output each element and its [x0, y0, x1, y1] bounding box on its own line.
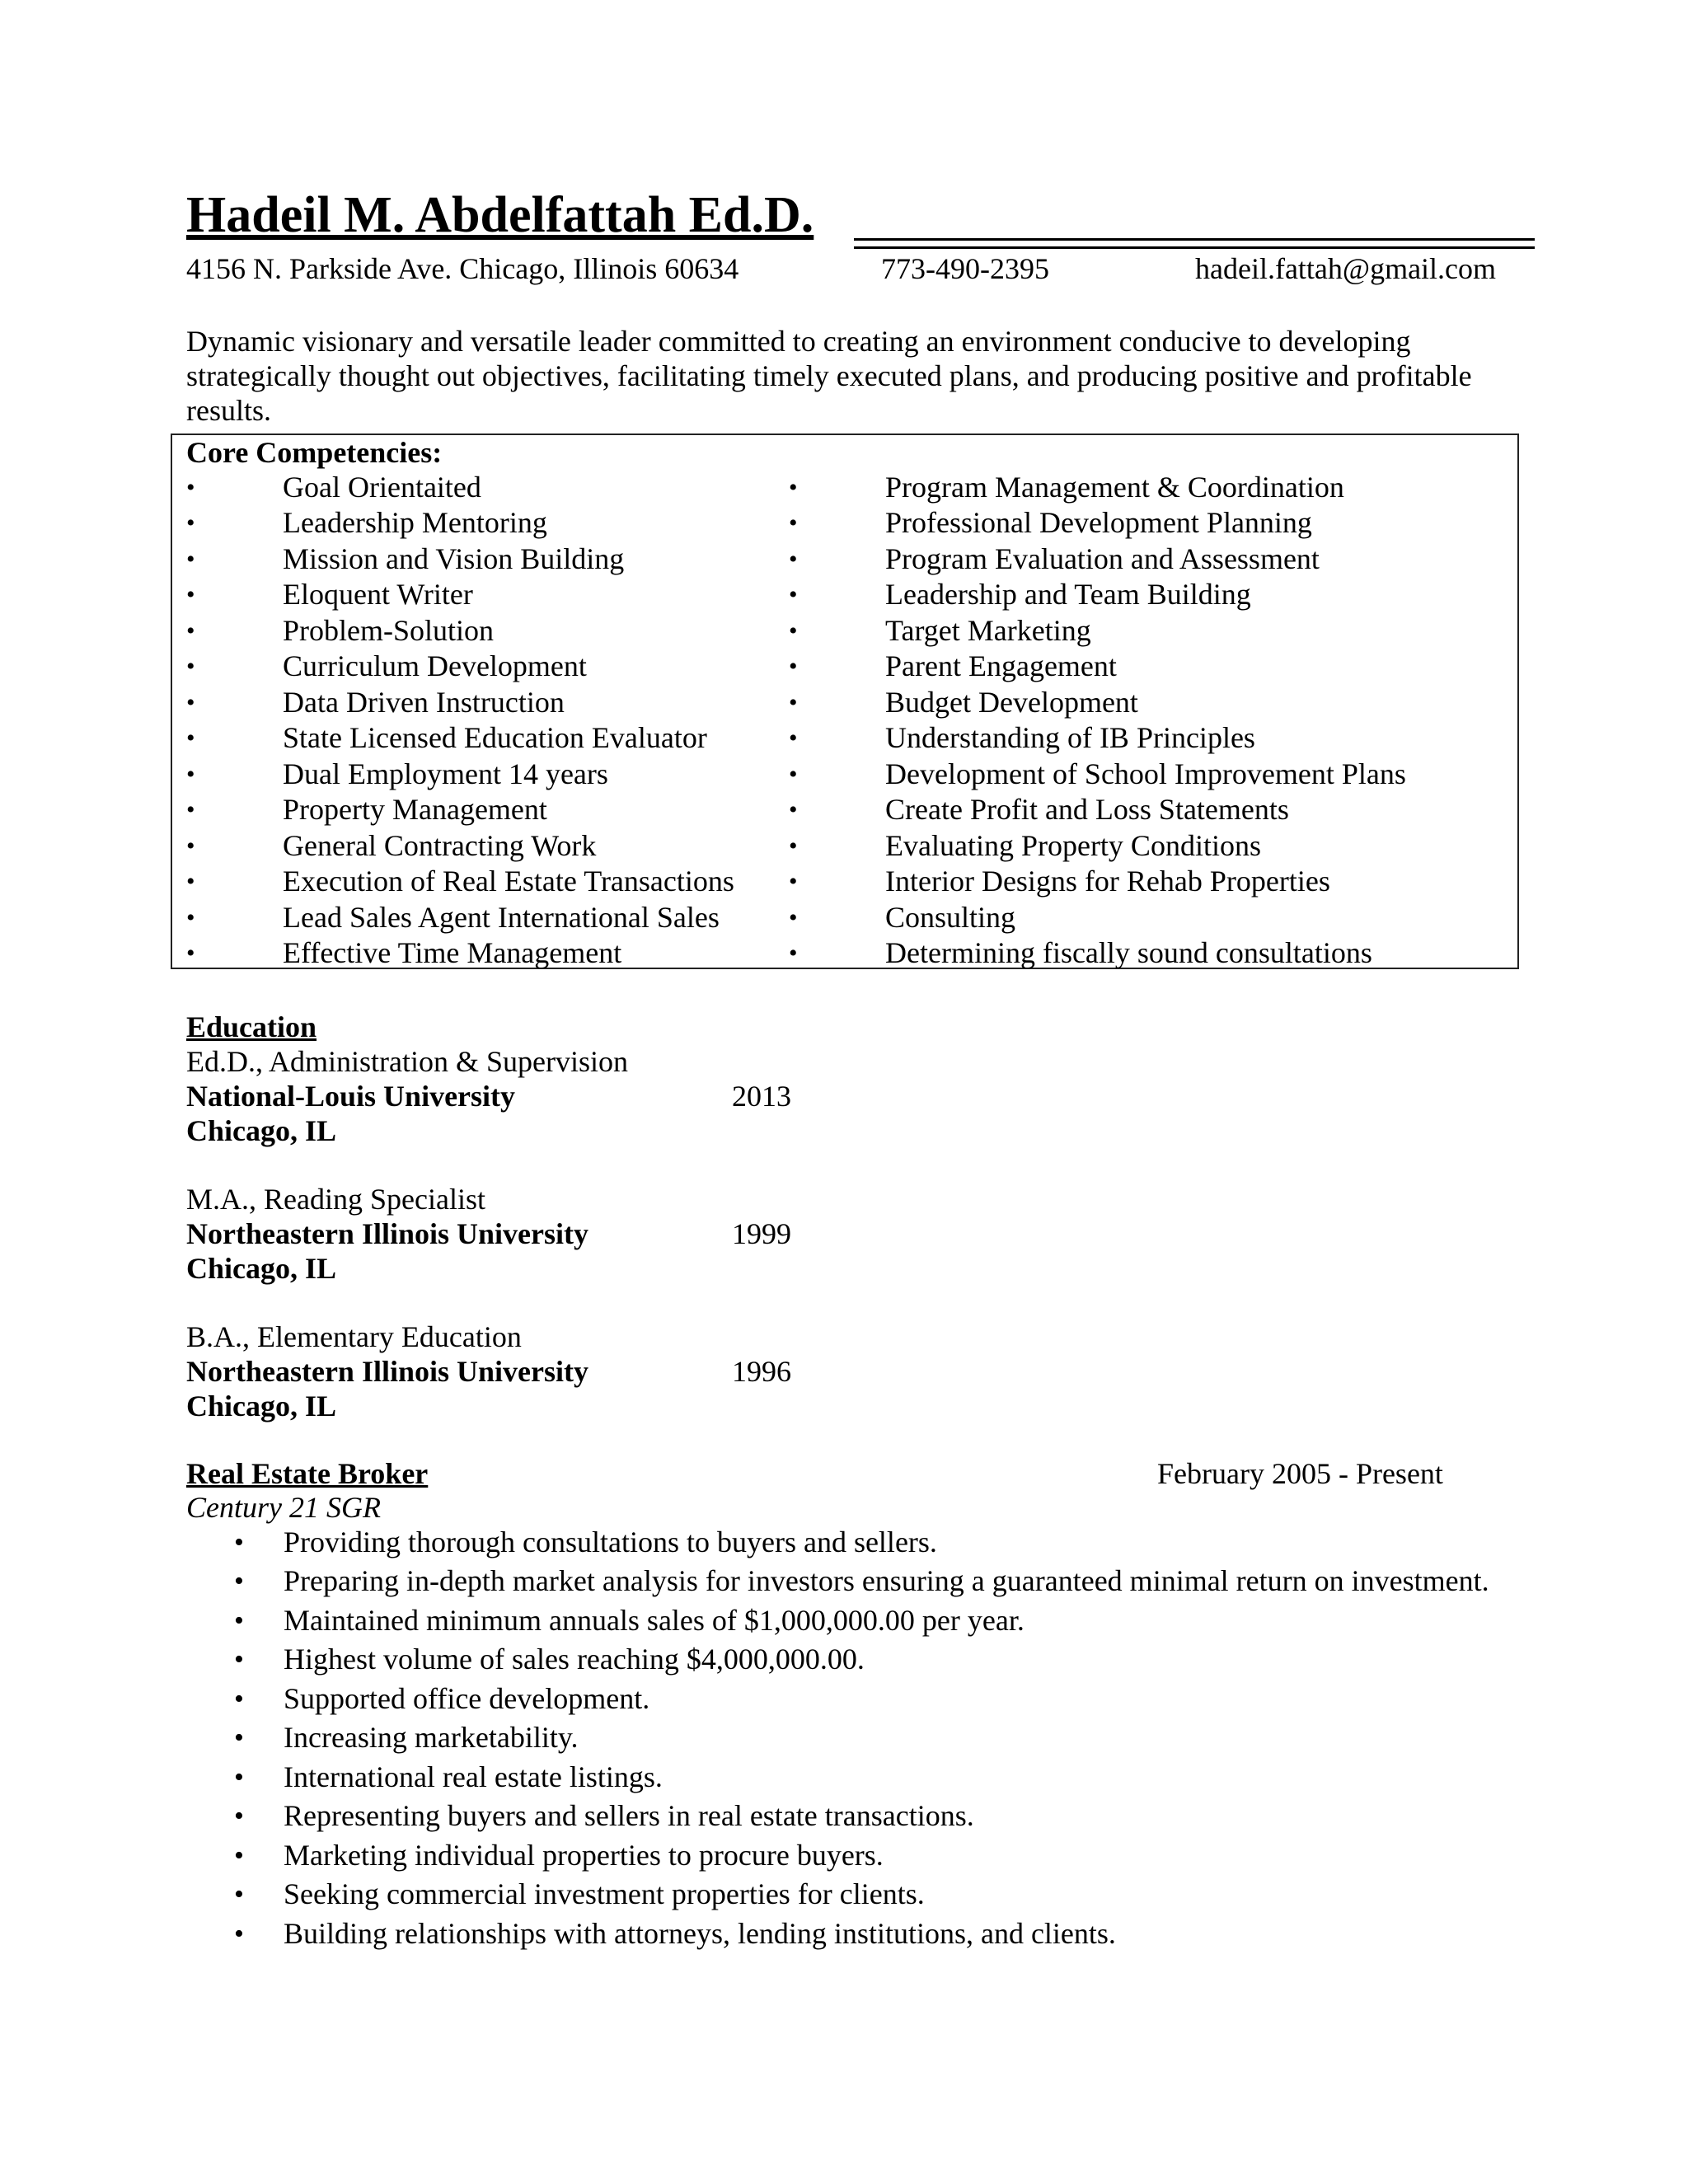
bullet-icon: • [186, 546, 195, 573]
bullet-icon: • [789, 653, 798, 680]
summary-paragraph: Dynamic visionary and versatile leader committed to creating an environment conducive to developing strategically thought out objectives, facilitating timely executed plans, and producing positive and profitable results. [186, 325, 1472, 427]
bullet-icon: • [186, 761, 195, 788]
bullet-icon: • [789, 689, 798, 716]
header-rule-top [854, 238, 1535, 241]
bullet-icon: • [186, 617, 195, 644]
degree-title: B.A., Elementary Education [186, 1320, 522, 1353]
bullet-icon: • [234, 1722, 244, 1753]
school-name: Northeastern Illinois University [186, 1217, 588, 1250]
bullet-icon: • [789, 796, 798, 823]
bullet-icon: • [789, 724, 798, 752]
degree-title: Ed.D., Administration & Supervision [186, 1045, 628, 1078]
bullet-icon: • [234, 1684, 244, 1714]
graduation-year: 1996 [732, 1355, 791, 1388]
bullet-icon: • [234, 1527, 244, 1558]
school-location: Chicago, IL [186, 1252, 337, 1285]
bullet-icon: • [234, 1801, 244, 1831]
contact-email: hadeil.fattah@gmail.com [1195, 252, 1497, 285]
bullet-icon: • [789, 904, 798, 931]
bullet-icon: • [186, 689, 195, 716]
bullet-icon: • [234, 1919, 244, 1949]
bullet-icon: • [234, 1762, 244, 1793]
bullet-icon: • [789, 474, 798, 501]
bullet-icon: • [789, 617, 798, 644]
school-name: National-Louis University [186, 1080, 516, 1113]
job-dates: February 2005 - Present [1157, 1457, 1443, 1490]
bullet-icon: • [789, 761, 798, 788]
bullet-icon: • [186, 940, 195, 967]
bullet-icon: • [234, 1644, 244, 1675]
bullet-icon: • [186, 509, 195, 537]
contact-address: 4156 N. Parkside Ave. Chicago, Illinois 60634 [186, 252, 739, 285]
bullet-icon: • [234, 1840, 244, 1871]
job-title: Real Estate Broker [186, 1457, 429, 1490]
bullet-icon: • [789, 868, 798, 895]
bullet-icon: • [186, 581, 195, 608]
bullet-icon: • [186, 904, 195, 931]
header-rule-bottom [854, 246, 1535, 249]
bullet-icon: • [234, 1879, 244, 1910]
bullet-icon: • [186, 474, 195, 501]
bullet-icon: • [186, 796, 195, 823]
graduation-year: 2013 [732, 1080, 791, 1113]
bullet-icon: • [789, 940, 798, 967]
company-name: Century 21 SGR [186, 1491, 381, 1524]
bullet-icon: • [789, 509, 798, 537]
bullet-icon: • [789, 832, 798, 860]
bullet-icon: • [186, 653, 195, 680]
core-competencies-title: Core Competencies: [186, 436, 443, 469]
education-heading: Education [186, 1010, 317, 1043]
bullet-icon: • [234, 1605, 244, 1636]
degree-title: M.A., Reading Specialist [186, 1183, 485, 1216]
resume-page: Hadeil M. Abdelfattah Ed.D. 4156 N. Parkside Ave. Chicago, Illinois 60634 773-490-2395 hadeil.fattah@gmail.com Dynamic visionary and versatile leader committed to creating an environment conducive to developing strategically thought out objectives, facilitating timely executed plans, and producing positive and profitable results. Core Competencies: • Goal Orientaited • Leadership Mentoring • Mission and Vision Building • Eloquent Writer • Problem-Solution • Curriculum Development • Data Driven Instruction • State Licensed Education Evaluator • Dual Employment 14 years • Property Management • General Contracting Work • Execution of Real Estate Transactions • Lead Sales Agent International Sales • Effective Time Management • Program Management & Coordination • Professional Development Planning • Program Evaluation and Assessment • Leadership and Team Building • Target Marketing • Parent Engagement • Budget Development • Understanding of IB Principles • Development of School Improvement Plans • Create Profit and Loss Statements • Evaluating Property Conditions • Interior Designs for Rehab Properties • Consulting • Determining fiscally sound consultations Education Ed.D., Administration & Supervision National-Louis University 2013 Chicago, IL M.A., Reading Specialist Northeastern Illinois University 1999 Chicago, IL B.A., Elementary Education Northeastern Illinois University 1996 Chicago, IL Real Estate Broker February 2005 - Present Century 21 SGR • Providing thorough consultations to buyers and sellers. • Preparing in-depth market analysis for investors ensuring a guaranteed minimal return on investment. • Maintained minimum annuals sales of $1,000,000.00 per year. • Highest volume of sales reaching $4,000,000.00. • Supported office development. • Increasing marketability. • International real estate listings. • Representing buyers and sellers in real estate transactions. • Marketing individual properties to procure buyers. • Seeking commercial investment properties for clients. • Building relationships with attorneys, lending institutions, and clients. [0, 0, 1688, 2184]
bullet-icon: • [234, 1566, 244, 1596]
bullet-icon: • [789, 581, 798, 608]
graduation-year: 1999 [732, 1217, 791, 1250]
contact-phone: 773-490-2395 [881, 252, 1049, 285]
school-location: Chicago, IL [186, 1114, 337, 1147]
bullet-icon: • [186, 868, 195, 895]
resume-name: Hadeil M. Abdelfattah Ed.D. [186, 187, 814, 243]
school-location: Chicago, IL [186, 1390, 337, 1422]
bullet-icon: • [186, 724, 195, 752]
bullet-icon: • [789, 546, 798, 573]
bullet-icon: • [186, 832, 195, 860]
school-name: Northeastern Illinois University [186, 1355, 588, 1388]
